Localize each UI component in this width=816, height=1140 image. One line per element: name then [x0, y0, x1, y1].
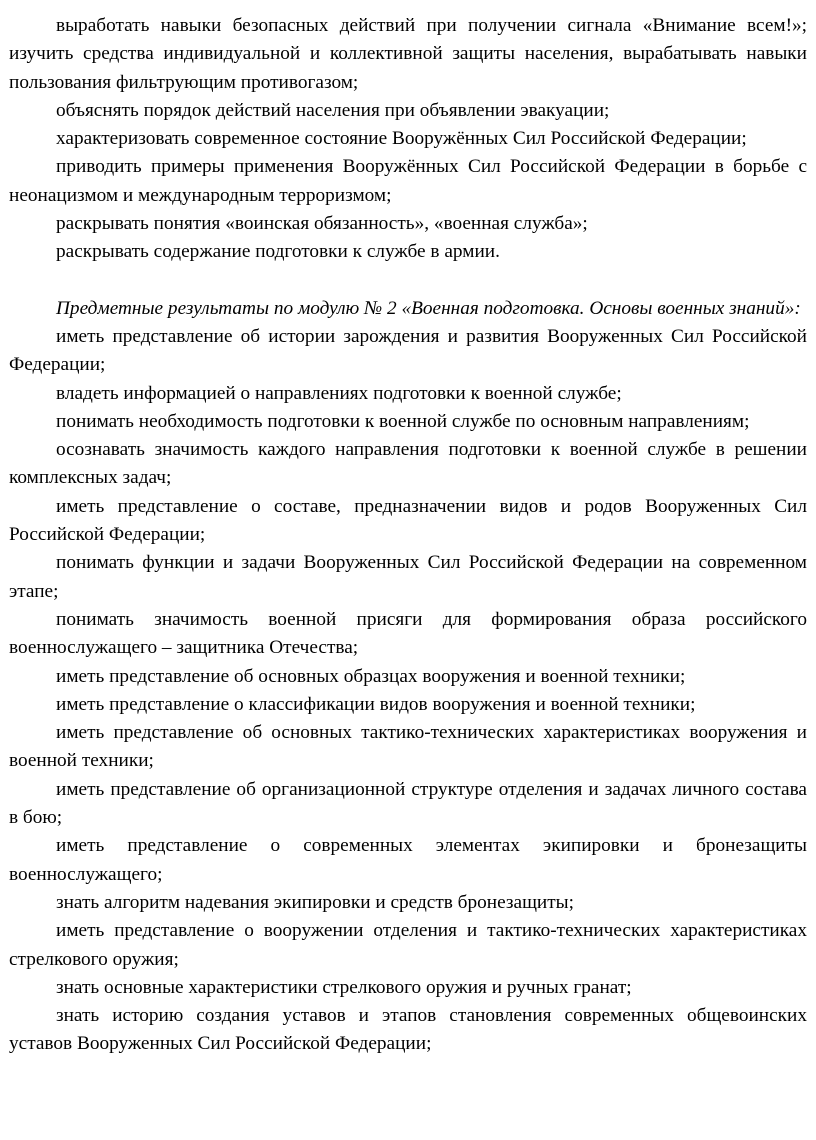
paragraph: иметь представление о классификации видов вооружения и военной техники; [56, 693, 696, 715]
paragraph: выработать навыки безопасных действий при получении сигнала «Внимание всем!»; изучить средства индивидуальной и коллективной защиты населения, вырабатывать навыки пользования фильтрующим противогазом; [9, 15, 807, 93]
paragraph: владеть информацией о направлениях подготовки к военной службе; [56, 382, 622, 404]
paragraph: иметь представление о современных элементах экипировки и бронезащиты военнослужащего; [9, 835, 807, 885]
paragraph: понимать значимость военной присяги для формирования образа российского военнослужащего – защитника Отечества; [9, 608, 807, 659]
section-spacer [9, 267, 807, 295]
paragraph: иметь представление об организационной структуре отделения и задачах личного состава в бою; [9, 778, 807, 829]
paragraph: осознавать значимость каждого направления подготовки к военной службе в решении комплексных задач; [9, 439, 807, 489]
paragraph: иметь представление об истории зарождения и развития Вооруженных Сил Российской Федерации; [9, 325, 807, 376]
paragraph: раскрывать содержание подготовки к службе в армии. [56, 241, 500, 263]
paragraph: иметь представление об основных образцах вооружения и военной техники; [56, 665, 686, 687]
paragraph: характеризовать современное состояние Вооружённых Сил Российской Федерации; [56, 128, 747, 150]
paragraph: знать основные характеристики стрелкового оружия и ручных гранат; [56, 976, 632, 998]
paragraph: иметь представление об основных тактико-технических характеристиках вооружения и военной техники; [9, 722, 807, 772]
paragraph: понимать необходимость подготовки к военной службе по основным направлениям; [56, 410, 750, 432]
module-2-heading: Предметные результаты по модулю № 2 «Военная подготовка. Основы военных знаний»: [56, 297, 801, 319]
paragraph: знать алгоритм надевания экипировки и средств бронезащиты; [56, 891, 574, 913]
paragraph: приводить примеры применения Вооружённых Сил Российской Федерации в борьбе с неонацизмом и международным терроризмом; [9, 156, 807, 206]
paragraph: иметь представление о составе, предназначении видов и родов Вооруженных Сил Российской Федерации; [9, 495, 807, 546]
paragraph: знать историю создания уставов и этапов становления современных общевоинских уставов Вооруженных Сил Российской Федерации; [9, 1005, 807, 1055]
paragraph: раскрывать понятия «воинская обязанность», «военная служба»; [56, 213, 588, 235]
paragraph: объяснять порядок действий населения при объявлении эвакуации; [56, 99, 610, 121]
document-page [9, 12, 807, 1059]
paragraph: понимать функции и задачи Вооруженных Сил Российской Федерации на современном этапе; [9, 552, 807, 602]
paragraph: иметь представление о вооружении отделения и тактико-технических характеристиках стрелкового оружия; [9, 920, 807, 970]
